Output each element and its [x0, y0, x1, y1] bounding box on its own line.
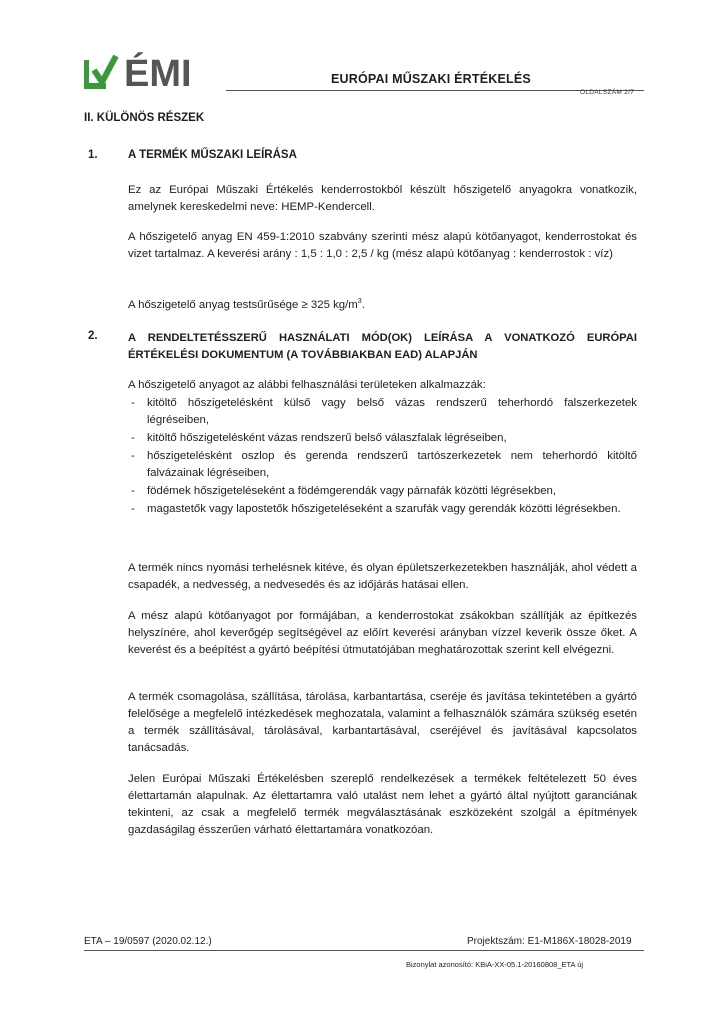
- eta-reference: ETA – 19/0597 (2020.02.12.): [84, 936, 212, 947]
- list-bullet: -: [131, 485, 135, 497]
- list-item-text: kitöltő hőszigetelésként vázas rendszerű belső válaszfalak légréseiben,: [147, 432, 507, 444]
- density-unit-exponent: 3: [357, 298, 362, 305]
- paragraph-6: A termék csomagolása, szállítása, tárolása, karbantartása, cseréje és javítása tekintetében a gyártó felelősége a megfelelő intézkedések meghozatala, valamint a felhasználók számára szükség esetén a termék szállításával, tárolásával, karbantartásával, cseréjével és javításával kapcsolatos tanácsadás.: [128, 691, 637, 754]
- footer-divider: [84, 950, 644, 951]
- list-item-text: hőszigetelésként oszlop és gerenda rendszerű tartószerkezetek nem teherhordó kitöltő falvázainak légréseiben,: [147, 450, 637, 479]
- usage-list: [126, 395, 637, 519]
- list-item: [126, 430, 637, 447]
- project-number: Projektszám: E1-M186X-18028-2019: [467, 936, 632, 947]
- paragraph-7: Jelen Európai Műszaki Értékelésben szereplő rendelkezések a termékek feltételezett 50 éves élettartamán alapulnak. Az élettartamra való utalást nem lehet a gyártó által nyújtott garanciának tekinteni, az csak a megfelelő termék megválasztásának eszközeként szolgál a építmények gazdaságilag ésszerűen várható élettartamára vonatkozóan.: [128, 773, 637, 836]
- page-number: OLDALSZÁM 2/7: [580, 89, 635, 96]
- heading-1-title: A TERMÉK MŰSZAKI LEÍRÁSA: [128, 149, 297, 161]
- list-item: [126, 395, 637, 429]
- list-bullet: -: [131, 397, 135, 409]
- paragraph-4: A termék nincs nyomási terhelésnek kitéve, és olyan épületszerkezetekben használják, ahol védett a csapadék, a nedvesség, a nedvesedés és az időjárás hatásai ellen.: [128, 562, 637, 591]
- checkmark-icon: [86, 56, 116, 86]
- list-item: [126, 448, 637, 482]
- heading-2-number: 2.: [88, 330, 98, 342]
- list-bullet: -: [131, 503, 135, 515]
- emi-logo: [84, 52, 224, 90]
- paragraph-2: A hőszigetelő anyag EN 459-1:2010 szabvány szerinti mész alapú kötőanyagot, kenderrostokat és vizet tartalmaz. A keverési arány : 1,5 : 1,0 : 2,5 / kg (mész alapú kötőanyag : kenderrostok : víz): [128, 231, 637, 260]
- list-bullet: -: [131, 450, 135, 462]
- list-item: [126, 483, 637, 500]
- paragraph-1: Ez az Európai Műszaki Értékelés kenderrostokból készült hőszigetelő anyagokra vonatkozik, amelynek kereskedelmi neve: HEMP-Kendercell.: [128, 184, 637, 213]
- document-title: EURÓPAI MŰSZAKI ÉRTÉKELÉS: [331, 72, 531, 86]
- heading-1-number: 1.: [88, 149, 98, 161]
- paragraph-5: A mész alapú kötőanyagot por formájában, a kenderrostokat zsákokban szállítják az építkezés helyszínére, ahol keverőgép segítségével az előírt keverési arányban vízzel keverik össze őket. A keverést és a beépítést a gyártó beépítési útmutatójában meghatározottak szerint kell elvégezni.: [128, 610, 637, 656]
- logo-wordmark: ÉMI: [124, 53, 192, 90]
- density-text: A hőszigetelő anyag testsűrűsége ≥ 325 kg/m: [128, 298, 358, 311]
- section-title: II. KÜLÖNÖS RÉSZEK: [84, 112, 205, 124]
- list-item-text: magastetők vagy lapostetők hőszigeteléseként a szarufák vagy gerendák közötti légrésekben.: [147, 503, 621, 515]
- certificate-id: Bizonylat azonosító: KBiA-XX-05.1-20160808_ETA új: [406, 960, 584, 969]
- list-item-text: födémek hőszigeteléseként a födémgerendák vagy párnafák közötti légrésekben,: [147, 485, 557, 497]
- list-intro: A hőszigetelő anyagot az alábbi felhasználási területeken alkalmazzák:: [128, 379, 486, 391]
- list-bullet: -: [131, 432, 135, 444]
- list-item-text: kitöltő hőszigetelésként külső vagy belső vázas rendszerű teherhordó falszerkezetek légréseiben,: [147, 397, 637, 426]
- heading-2-title: A RENDELTETÉSSZERŰ HASZNÁLATI MÓD(OK) LEÍRÁSA A VONATKOZÓ EURÓPAI ÉRTÉKELÉSI DOKUMENTUM (A TOVÁBBIAKBAN EAD) ALAPJÁN: [128, 332, 637, 361]
- list-item: [126, 501, 637, 518]
- paragraph-density: [128, 293, 637, 314]
- density-period: .: [361, 298, 365, 311]
